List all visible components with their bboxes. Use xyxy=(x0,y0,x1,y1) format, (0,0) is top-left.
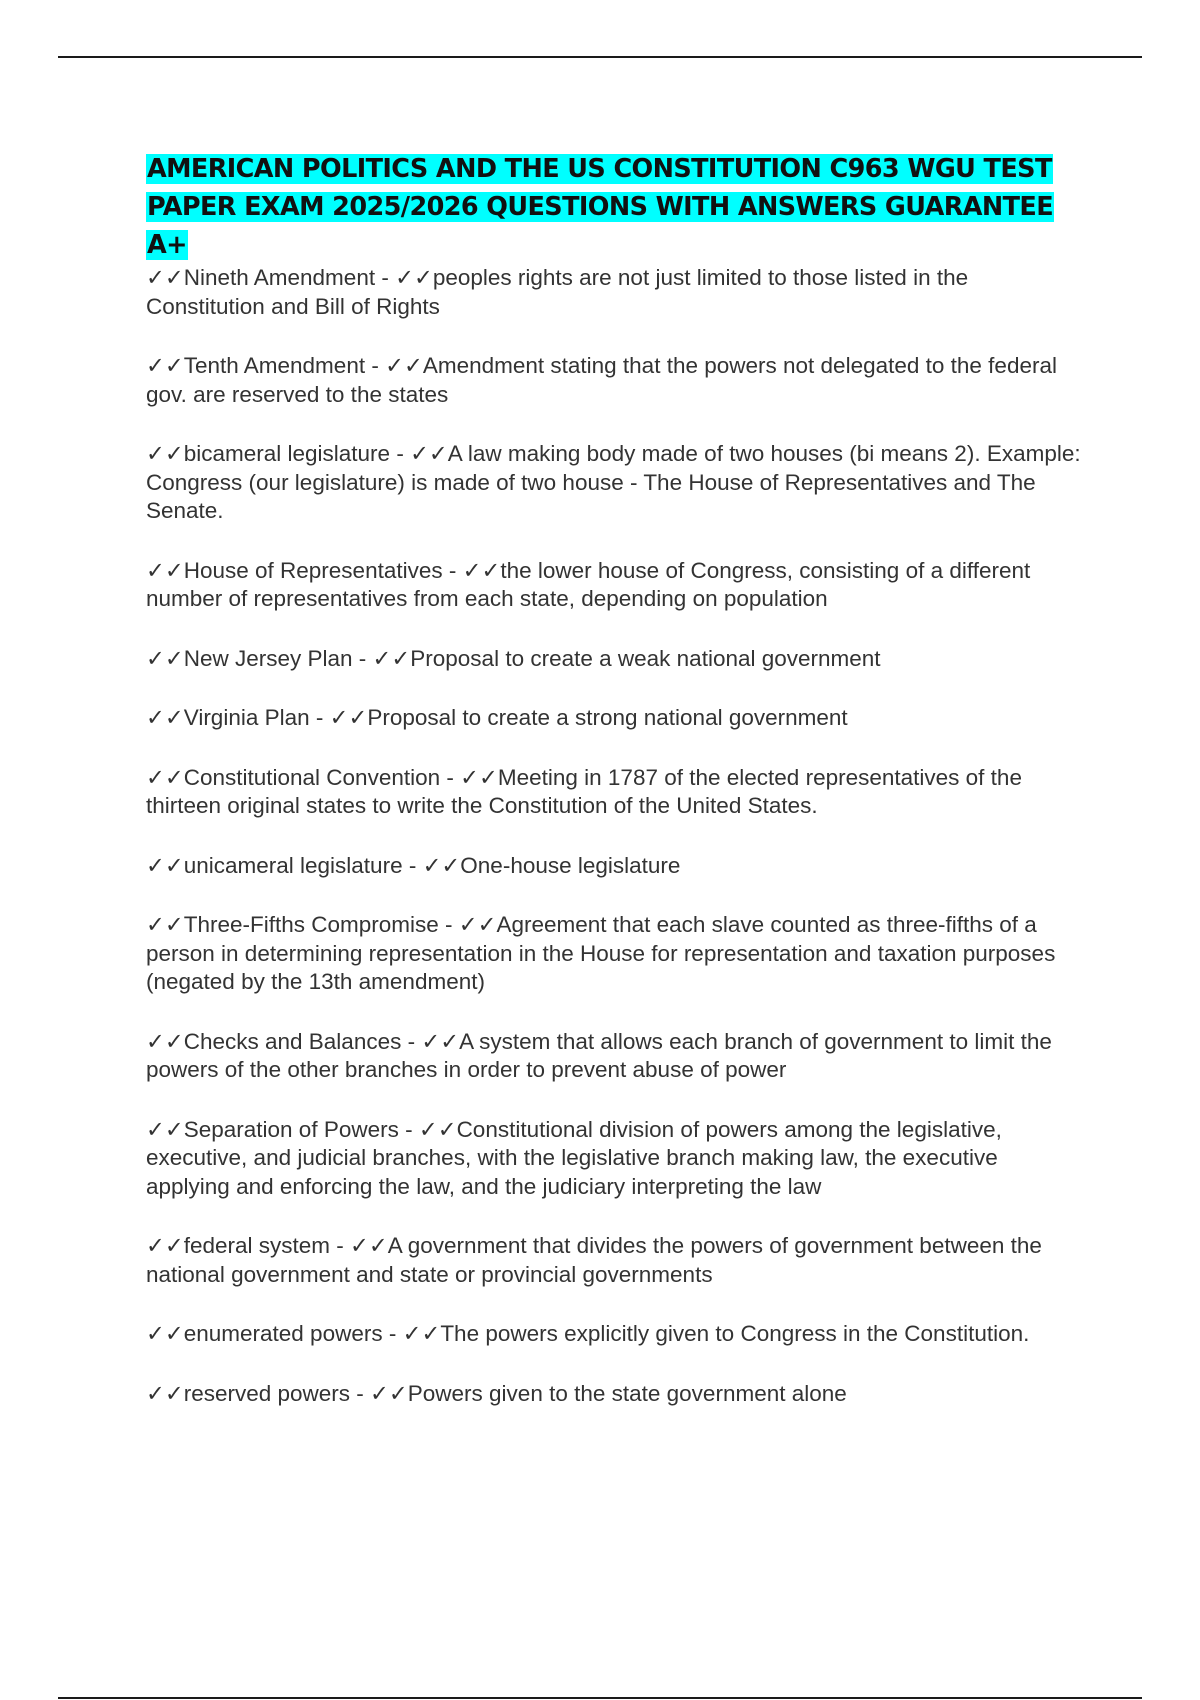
entry-definition: Proposal to create a weak national government xyxy=(410,645,881,671)
entry-definition: Agreement that each slave counted as three-fifths of a person in determining representation in the House for representation and taxation purposes (negated by the 13th amendment) xyxy=(146,912,1056,994)
entry-separator: - xyxy=(330,1233,351,1258)
check-icon: ✓✓ xyxy=(146,764,184,790)
check-icon: ✓✓ xyxy=(146,912,184,937)
entry-term: Separation of Powers xyxy=(183,1116,399,1142)
entry-definition: One-house legislature xyxy=(460,852,681,878)
check-icon: ✓✓ xyxy=(462,557,501,583)
entry-separator: - xyxy=(390,441,411,466)
title-highlight: AMERICAN POLITICS AND THE US CONSTITUTION C963 WGU TEST PAPER EXAM 2025/2026 QUESTIONS WITH ANSWERS GUARANTEE A+ xyxy=(147,154,1054,260)
entry-separator: - xyxy=(352,645,373,671)
entry-separator: - xyxy=(382,1321,403,1346)
check-icon: ✓✓ xyxy=(422,852,461,878)
bottom-rule xyxy=(58,1697,1142,1699)
check-icon: ✓✓ xyxy=(146,441,184,466)
entry-separator: - xyxy=(365,353,386,378)
list-item xyxy=(146,1320,1086,1349)
list-item xyxy=(146,264,1086,321)
list-item xyxy=(146,764,1086,821)
entry-term: Virginia Plan xyxy=(183,705,310,730)
entry-term: Checks and Balances xyxy=(183,1028,402,1054)
top-rule xyxy=(58,56,1142,58)
check-icon: ✓✓ xyxy=(146,1233,184,1258)
entry-separator: - xyxy=(375,265,396,290)
entry-separator: - xyxy=(402,852,423,878)
entry-definition: peoples rights are not just limited to those listed in the Constitution and Bill of Rights xyxy=(146,265,969,319)
entry-definition: Constitutional division of powers among the legislative, executive, and judicial branches, with the legislative branch making law, the executive applying and enforcing the law, and the judiciary interpreting the law xyxy=(146,1116,1002,1199)
check-icon: ✓✓ xyxy=(458,912,497,937)
entry-definition: Proposal to create a strong national government xyxy=(367,705,848,730)
list-item xyxy=(146,911,1086,997)
list-item xyxy=(146,352,1086,409)
check-icon: ✓✓ xyxy=(350,1233,388,1258)
check-icon: ✓✓ xyxy=(146,265,184,290)
entry-separator: - xyxy=(438,912,459,937)
document-body xyxy=(146,150,1086,1408)
entry-list xyxy=(146,264,1086,1408)
entry-separator: - xyxy=(350,1380,371,1406)
list-item xyxy=(146,1380,1086,1409)
check-icon: ✓✓ xyxy=(395,265,433,290)
list-item xyxy=(146,645,1086,674)
check-icon: ✓✓ xyxy=(146,705,184,730)
check-icon: ✓✓ xyxy=(146,645,184,671)
check-icon: ✓✓ xyxy=(146,1321,184,1346)
entry-term: enumerated powers xyxy=(183,1321,383,1346)
list-item xyxy=(146,1028,1086,1085)
entry-definition: The powers explicitly given to Congress in the Constitution. xyxy=(440,1321,1030,1346)
entry-definition: A government that divides the powers of government between the national government and state or provincial governments xyxy=(146,1233,1042,1287)
list-item xyxy=(146,440,1086,526)
list-item xyxy=(146,704,1086,733)
check-icon: ✓✓ xyxy=(329,705,368,730)
entry-separator: - xyxy=(440,764,461,790)
check-icon: ✓✓ xyxy=(421,1028,460,1054)
document-title xyxy=(146,150,1086,264)
check-icon: ✓✓ xyxy=(370,1380,408,1406)
entry-definition: A law making body made of two houses (bi means 2). Example: Congress (our legislature) is made of two house - The House of Representatives and The Senate. xyxy=(146,441,1081,523)
entry-separator: - xyxy=(398,1116,419,1142)
entry-separator: - xyxy=(401,1028,422,1054)
entry-term: Constitutional Convention xyxy=(183,764,441,790)
entry-term: federal system xyxy=(183,1233,331,1258)
entry-term: bicameral legislature xyxy=(183,441,391,466)
entry-term: Nineth Amendment xyxy=(183,265,376,290)
check-icon: ✓✓ xyxy=(146,557,184,583)
entry-separator: - xyxy=(442,557,463,583)
entry-term: Three-Fifths Compromise xyxy=(183,912,439,937)
entry-term: reserved powers xyxy=(183,1380,351,1406)
check-icon: ✓✓ xyxy=(146,1028,184,1054)
entry-term: unicameral legislature xyxy=(183,852,403,878)
check-icon: ✓✓ xyxy=(460,764,498,790)
entry-definition: Amendment stating that the powers not delegated to the federal gov. are reserved to the states xyxy=(146,353,1057,407)
check-icon: ✓✓ xyxy=(385,353,423,378)
entry-term: New Jersey Plan xyxy=(183,645,353,671)
entry-term: Tenth Amendment xyxy=(183,353,366,378)
list-item xyxy=(146,852,1086,881)
check-icon: ✓✓ xyxy=(418,1116,457,1142)
check-icon: ✓✓ xyxy=(372,645,411,671)
list-item xyxy=(146,1116,1086,1202)
check-icon: ✓✓ xyxy=(146,353,184,378)
entry-separator: - xyxy=(309,705,330,730)
entry-definition: Powers given to the state government alone xyxy=(407,1380,847,1406)
check-icon: ✓✓ xyxy=(146,1116,184,1142)
entry-definition: A system that allows each branch of government to limit the powers of the other branches in order to prevent abuse of power xyxy=(146,1028,1052,1082)
entry-definition: Meeting in 1787 of the elected representatives of the thirteen original states to write the Constitution of the United States. xyxy=(146,764,1022,818)
entry-term: House of Representatives xyxy=(183,557,443,583)
check-icon: ✓✓ xyxy=(402,1321,441,1346)
list-item xyxy=(146,557,1086,614)
check-icon: ✓✓ xyxy=(146,1380,184,1406)
entry-definition: the lower house of Congress, consisting of a different number of representatives from each state, depending on population xyxy=(146,557,1031,611)
check-icon: ✓✓ xyxy=(146,852,184,878)
check-icon: ✓✓ xyxy=(410,441,448,466)
list-item xyxy=(146,1232,1086,1289)
